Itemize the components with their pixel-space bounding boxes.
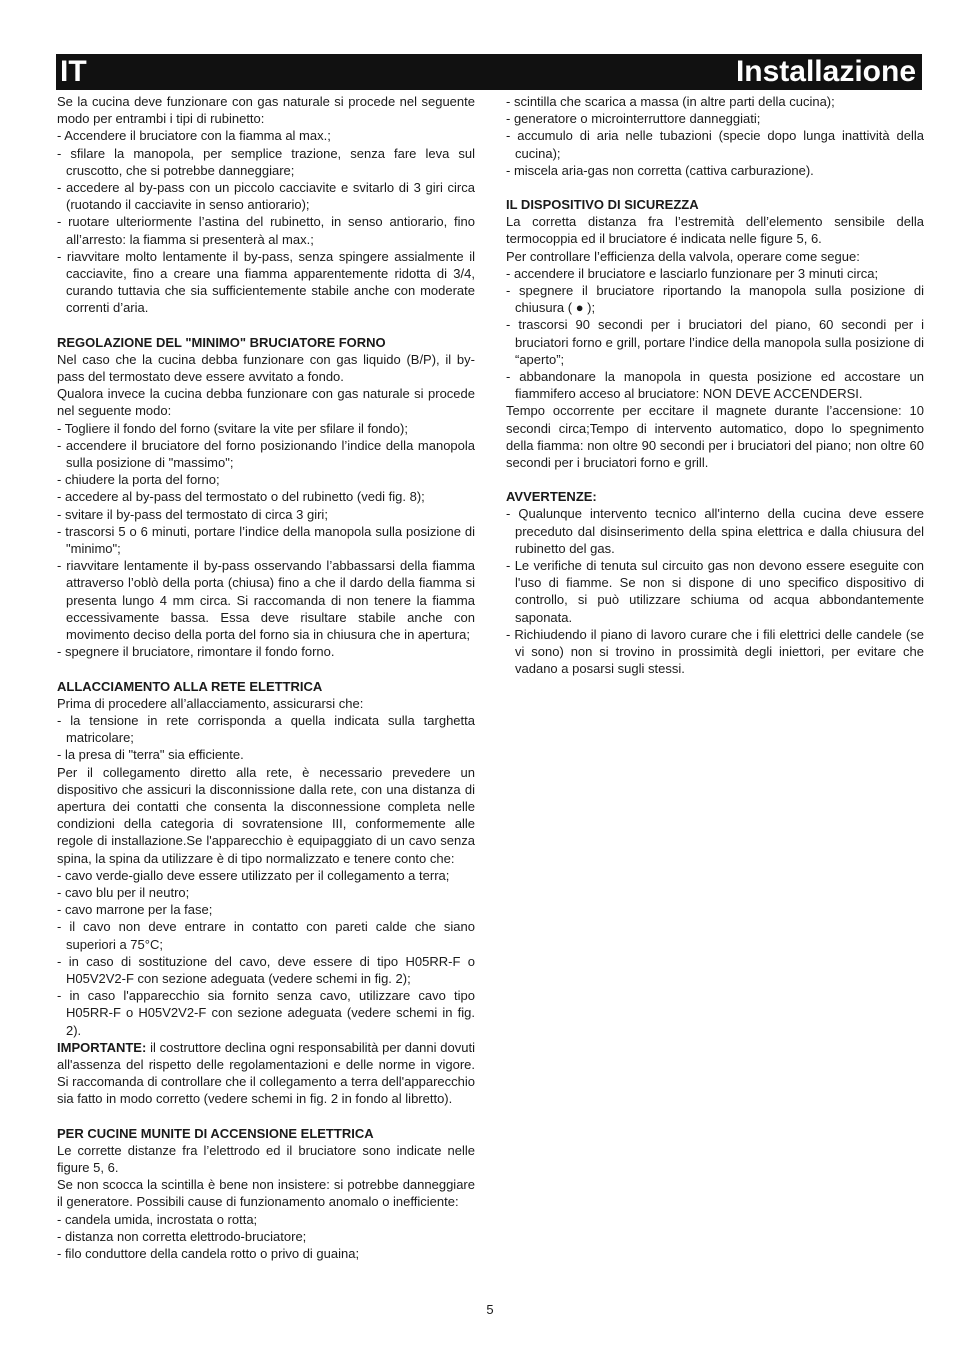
page-header (56, 54, 922, 90)
list-item: - in caso di sostituzione del cavo, deve essere di tipo H05RR-F o H05V2V2-F con sezione adeguata (vedere schemi in fig. 2); (57, 953, 475, 986)
list-item: - candela umida, incrostata o rotta; (57, 1211, 258, 1227)
list-item: - Le verifiche di tenuta sul circuito gas non devono essere eseguite con l'uso di fiamme. Se non si dispone di uno specifico dispositivo di controllo, si può utilizzare schiuma od acqua abbondantemente saponata. (506, 558, 924, 625)
list-item: - spegnere il bruciatore riportando la manopola sulla posizione di chiusura ( ● ); (506, 283, 924, 316)
page-title: Installazione (735, 55, 916, 88)
list-item: - accumulo di aria nelle tubazioni (specie dopo lunga inattività della cucina); (506, 128, 924, 161)
list-item: - il cavo non deve entrare in contatto con pareti calde che siano superiori a 75°C; (57, 919, 475, 952)
section-heading: AVVERTENZE: (506, 489, 597, 505)
section-heading: IL DISPOSITIVO DI SICUREZZA (506, 197, 699, 213)
right-column (506, 93, 924, 678)
page-number: 5 (486, 1302, 494, 1317)
list-item: - accendere il bruciatore e lasciarlo funzionare per 3 minuti circa; (506, 265, 879, 281)
list-item: - miscela aria-gas non corretta (cattiva carburazione). (506, 162, 814, 178)
section-heading: PER CUCINE MUNITE DI ACCENSIONE ELETTRICA (57, 1125, 374, 1141)
list-item: - la presa di "terra" sia efficiente. (57, 747, 244, 763)
list-item: - abbandonare la manopola in questa posizione ed accostare un fiammifero acceso al bruciatore: NON DEVE ACCENDERSI. (506, 369, 924, 402)
list-item: - scintilla che scarica a massa (in altre parti della cucina); (506, 94, 835, 109)
list-item: - spegnere il bruciatore, rimontare il fondo forno. (57, 644, 335, 660)
list-item: - accedere al by-pass con un piccolo cacciavite e svitarlo di 3 giri circa (ruotando il cacciavite in senso antiorario); (57, 180, 475, 213)
paragraph: Nel caso che la cucina debba funzionare con gas liquido (B/P), il by-pass del termostato deve essere avvitato a fondo. (57, 351, 475, 385)
language-code: IT (60, 55, 87, 88)
list-item: - riavvitare molto lentamente il by-pass, senza spingere assialmente il cacciavite, fino a creare una fiamma apparentemente ridotta di 3/4, curando tuttavia che sia sufficientemente stabile anche con moderate correnti d’aria. (57, 248, 475, 316)
list-item: - Togliere il fondo del forno (svitare la vite per sfilare il fondo); (57, 420, 408, 436)
list-item: - sfilare la manopola, per semplice trazione, senza fare leva sul cruscotto, che si potrebbe danneggiare; (57, 145, 475, 178)
bold-label: IMPORTANTE: (57, 1039, 147, 1055)
list-item: - Richiudendo il piano di lavoro curare che i fili elettrici delle candele (se vi sono) non si trovino in prossimità degli iniettori, per evitare che vadano a posarsi sugli stessi. (506, 626, 924, 677)
list-item: - la tensione in rete corrisponda a quella indicata sulla targhetta matricolare; (57, 712, 475, 746)
paragraph: La corretta distanza fra l’estremità dell’elemento sensibile della termocoppia ed il bruciatore é indicata nelle figure 5, 6. (506, 214, 924, 247)
list-item: - generatore o microinterruttore danneggiati; (506, 111, 761, 127)
list-item: - trascorsi 90 secondi per i bruciatori del piano, 60 secondi per i bruciatori forno e grill, portare l’indice della manopola sulla posizione di “aperto”; (506, 317, 924, 367)
paragraph: Per controllare l’efficienza della valvola, operare come segue: (506, 248, 860, 264)
paragraph: Prima di procedere all’allacciamento, assicurarsi che: (57, 695, 364, 711)
list-item: - accedere al by-pass del termostato o del rubinetto (vedi fig. 8); (57, 489, 425, 505)
list-item: - Qualunque intervento tecnico all'interno della cucina deve essere preceduto dal disinserimento della spina elettrica e dalla chiusura del rubinetto del gas. (506, 506, 924, 556)
paragraph: Se non scocca la scintilla è bene non insistere: si potrebbe danneggiare il generatore. Possibili cause di funzionamento anomalo o inefficiente: (57, 1177, 475, 1210)
paragraph: Per il collegamento diretto alla rete, è necessario prevedere un dispositivo che assicuri la disconnissione dalla rete, con una distanza di apertura dei contatti che consenta la disconnessione completa nelle condizioni della categoria di sovratensione III, conformemente alle regole di installazione.Se l'apparecchio è equipaggiato di un cavo senza spina, la spina da utilizzare è di tipo normalizzato e tenere conto che: (57, 764, 475, 866)
list-item: - ruotare ulteriormente l’astina del rubinetto, in senso antiorario, fino all’arresto: la fiamma si presenterà al max.; (57, 214, 475, 247)
section-heading: REGOLAZIONE DEL "MINIMO" BRUCIATORE FORNO (57, 334, 386, 350)
list-item: - cavo blu per il neutro; (57, 884, 190, 900)
list-item: - Accendere il bruciatore con la fiamma al max.; (57, 128, 331, 144)
list-item: - distanza non corretta elettrodo-bruciatore; (57, 1228, 307, 1244)
list-item: - cavo marrone per la fase; (57, 902, 213, 918)
paragraph: Le corrette distanze fra l’elettrodo ed il bruciatore sono indicate nelle figure 5, 6. (57, 1142, 475, 1175)
list-item: - chiudere la porta del forno; (57, 472, 220, 488)
list-item: - riavvitare lentamente il by-pass osservando l’abbassarsi della fiamma attraverso l’oblò della porta (chiusa) fino a che il dardo della fiamma si presenta lungo 4 mm circa. Si raccomanda di non tenere la fiamma eccessivamente bassa. Essa deve risultare stabile anche con movimento deciso della porta del forno sia in chiusura che in apertura; (57, 558, 475, 643)
paragraph: Se la cucina deve funzionare con gas naturale si procede nel seguente modo per entrambi i tipi di rubinetto: (57, 94, 475, 127)
list-item: - filo conduttore della candela rotto o privo di guaina; (57, 1246, 360, 1261)
paragraph-text: il costruttore declina ogni responsabilità per danni dovuti all'assenza del rispetto delle regolamentazioni e delle norme in vigore. Si raccomanda di controllare che il collegamento a terra dell'apparecchio sia fatto in modo corretto (vedere schemi in fig. 2 in fondo al libretto). (57, 1039, 475, 1107)
left-column (57, 93, 475, 1262)
list-item: - trascorsi 5 o 6 minuti, portare l’indice della manopola sulla posizione di "minimo"; (57, 523, 475, 557)
section-heading: ALLACCIAMENTO ALLA RETE ELETTRICA (57, 678, 323, 694)
list-item: - accendere il bruciatore del forno posizionando l’indice della manopola sulla posizione di "massimo"; (57, 437, 475, 471)
paragraph: Qualora invece la cucina debba funzionare con gas naturale si procede nel seguente modo: (57, 386, 475, 419)
list-item: - cavo verde-giallo deve essere utilizzato per il collegamento a terra; (57, 867, 450, 883)
paragraph (57, 1039, 475, 1108)
list-item: - in caso l'apparecchio sia fornito senza cavo, utilizzare cavo tipo H05RR-F o H05V2V2-F con sezione adeguata (vedere schemi in fig. 2). (57, 988, 475, 1038)
paragraph: Tempo occorrente per eccitare il magnete durante l’accensione: 10 secondi circa;Tempo di intervento automatico, dopo lo spegnimento della fiamma: non oltre 90 secondi per i bruciatori del piano; non oltre 60 secondi per i bruciatori forno e grill. (506, 403, 924, 471)
list-item: - svitare il by-pass del termostato di circa 3 giri; (57, 506, 328, 522)
